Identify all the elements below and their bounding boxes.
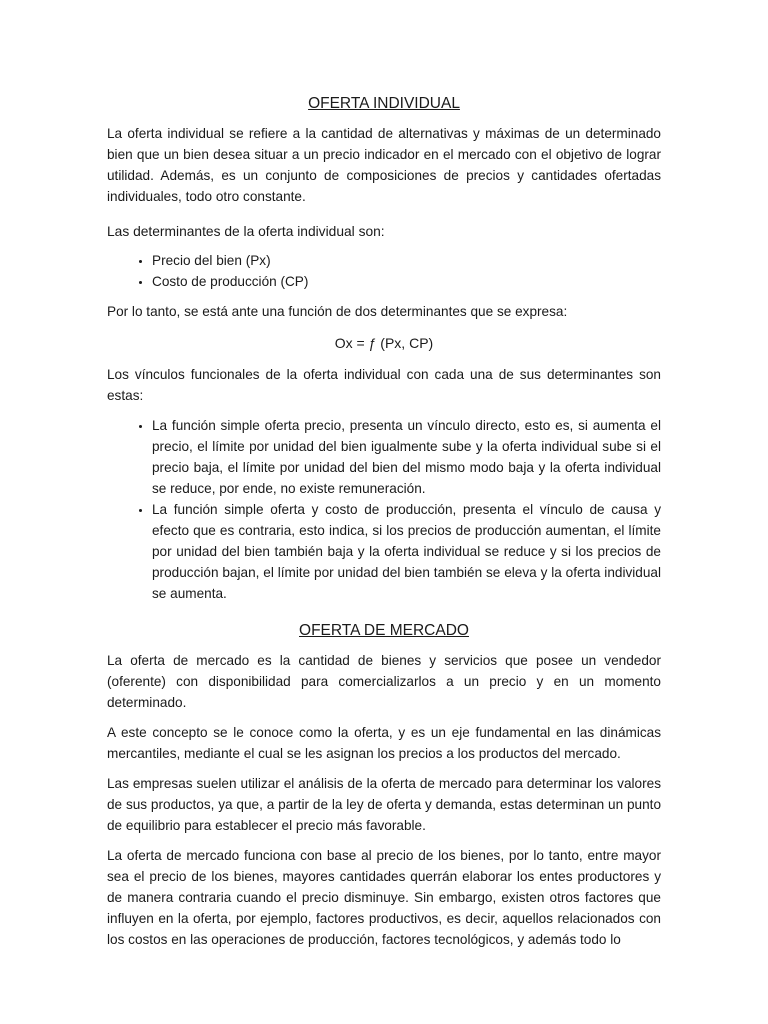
paragraph-function-intro: Por lo tanto, se está ante una función de dos determinantes que se expresa: (107, 304, 568, 319)
list-item: • Costo de producción (CP) (152, 271, 661, 292)
paragraph-market-1: La oferta de mercado es la cantidad de bienes y servicios que posee un vendedor (oferente) con disponibilidad para comercializarlos a un precio y en un momento determinado. (107, 653, 661, 710)
links-prefix: Los (107, 367, 135, 382)
paragraph-definition: La oferta individual se refiere a la cantidad de alternativas y máximas de un determinado bien que un bien desea situar a un precio indicador en el mercado con el objetivo de lograr utilidad. Además, es un conjunto de composiciones de precios y cantidades ofertadas individuales, todo otro constante. (107, 126, 661, 204)
list-item: • La función simple oferta y costo de producción, presenta el vínculo de causa y efecto que es contraria, esto indica, si los precios de producción aumentan, el límite por unidad del bien también baja y la oferta individual se reduce y si los precios de producción bajan, el límite por unidad del bien también se eleva y la oferta individual se aumenta. (152, 499, 661, 604)
formula: Ox = ƒ (Px, CP) (334, 335, 434, 351)
list-item: • Precio del bien (Px) (152, 250, 661, 271)
section-title-oferta-individual: OFERTA INDIVIDUAL (308, 95, 460, 112)
determinants-list (107, 250, 661, 292)
list-item: • La función simple oferta precio, presenta un vínculo directo, esto es, si aumenta el precio, el límite por unidad del bien igualmente sube y la oferta individual sube si el precio baja, el límite por unidad del bien del mismo modo baja y la oferta individual se reduce, por ende, no existe remuneración. (152, 415, 661, 499)
paragraph-market-3: Las empresas suelen utilizar el análisis de la oferta de mercado para determinar los valores de sus productos, ya que, a partir de la ley de oferta y demanda, estas determinan un punto de equilibrio para establecer el precio más favorable. (107, 776, 661, 833)
links-emphasis: vínculos funcionales de la oferta individual (134, 367, 401, 382)
paragraph-market-2: A este concepto se le conoce como la oferta, y es un eje fundamental en las dinámicas mercantiles, mediante el cual se les asignan los precios a los productos del mercado. (107, 725, 661, 761)
section-title-oferta-de-mercado: OFERTA DE MERCADO (299, 622, 469, 639)
links-suffix: con cada una de sus determinantes son estas: (107, 367, 661, 403)
paragraph-links-intro (107, 364, 661, 406)
links-list (107, 415, 661, 604)
subheading-determinants: Las determinantes de la oferta individual son: (107, 224, 385, 239)
paragraph-market-4: La oferta de mercado funciona con base al precio de los bienes, por lo tanto, entre mayor sea el precio de los bienes, mayores cantidades querrán elaborar los entes productores y de manera contraria cuando el precio disminuye. Sin embargo, existen otros factores que influyen en la oferta, por ejemplo, factores productivos, es decir, aquellos relacionados con los costos en las operaciones de producción, factores tecnológicos, y además todo lo (107, 848, 661, 947)
